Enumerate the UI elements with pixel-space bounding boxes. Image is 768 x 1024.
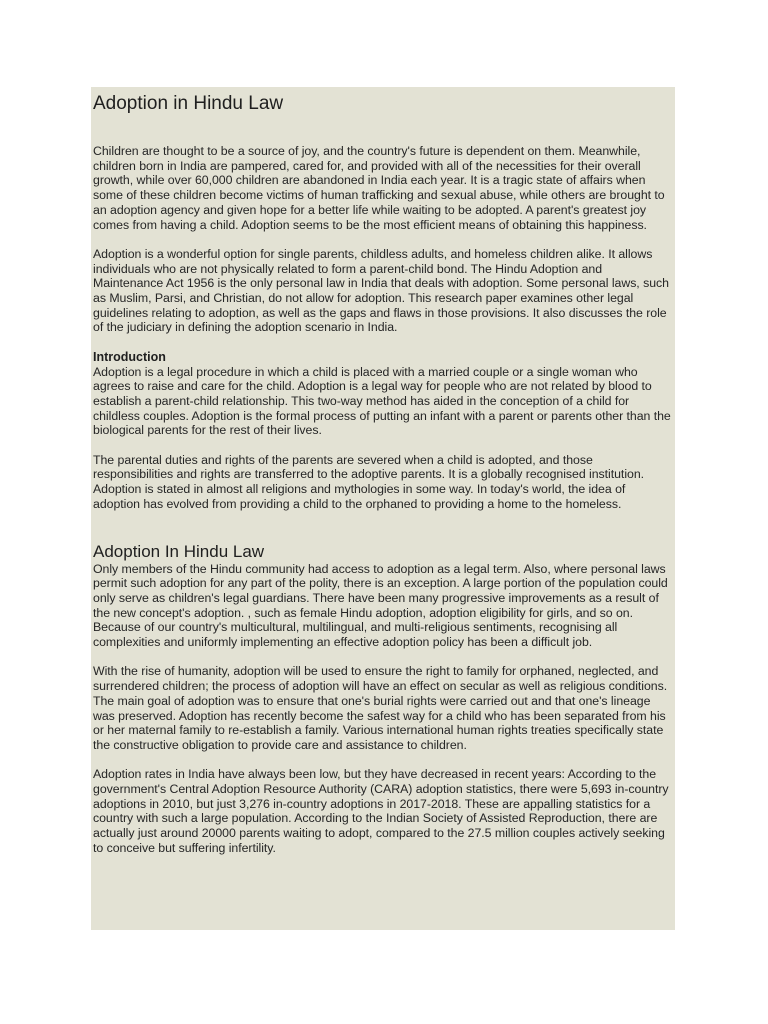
intro-paragraph: Adoption is a wonderful option for single parents, childless adults, and homeless children alike. It allows individuals who are not physically related to form a parent-child bond. The Hindu Adoption and Maintenance Act 1956 is the only personal law in India that deals with adoption. Some personal laws, such as Muslim, Parsi, and Christian, do not allow for adoption. This research paper examines other legal guidelines relating to adoption, as well as the gaps and flaws in those provisions. It also discusses the role of the judiciary in defining the adoption scenario in India. xyxy=(93,246,669,335)
introduction-paragraph: The parental duties and rights of the parents are severed when a child is adopted, and those responsibilities and rights are transferred to the adoptive parents. It is a globally recognised institution. Adoption is stated in almost all religions and mythologies in some way. In today's world, the idea of adoption has evolved from providing a child to the orphaned to providing a home to the homeless. xyxy=(93,452,645,511)
document-title: Adoption in Hindu Law xyxy=(93,93,284,114)
hindu-law-paragraph: Only members of the Hindu community had access to adoption as a legal term. Also, where personal laws permit such adoption for any part of the polity, there is an exception. A large portion of the population could only serve as children's legal guardians. There have been many progressive improvements as a result of the new concept's adoption. , such as female Hindu adoption, adoption eligibility for girls, and so on. Because of our country's multicultural, multilingual, and multi-religious sentiments, recognising all complexities and uniformly implementing an effective adoption policy has been a difficult job. xyxy=(93,561,668,650)
intro-paragraph: Children are thought to be a source of joy, and the country's future is dependent on them. Meanwhile, children born in India are pampered, cared for, and provided with all of the necessities for their overall growth, while over 60,000 children are abandoned in India each year. It is a tragic state of affairs when some of these children become victims of human trafficking and sexual abuse, while others are brought to an adoption agency and given hope for a better life while waiting to be adopted. A parent's greatest joy comes from having a child. Adoption seems to be the most efficient means of obtaining this happiness. xyxy=(93,144,665,232)
document-page xyxy=(91,87,675,930)
hindu-law-heading: Adoption In Hindu Law xyxy=(93,541,265,561)
introduction-heading: Introduction xyxy=(93,349,166,364)
hindu-law-paragraph: Adoption rates in India have always been low, but they have decreased in recent years: According to the government's Central Adoption Resource Authority (CARA) adoption statistics, there were 5,693 in-country adoptions in 2010, but just 3,276 in-country adoptions in 2017-2018. These are appalling statistics for a country with such a large population. According to the Indian Society of Assisted Reproduction, there are actually just around 20000 parents waiting to adopt, compared to the 27.5 million couples actively seeking to conceive but suffering infertility. xyxy=(93,767,669,855)
hindu-law-paragraph: With the rise of humanity, adoption will be used to ensure the right to family for orphaned, neglected, and surrendered children; the process of adoption will have an effect on secular as well as religious conditions. The main goal of adoption was to ensure that one's burial rights were carried out and that one's lineage was preserved. Adoption has recently become the safest way for a child who has been separated from his or her maternal family to re-establish a family. Various international human rights treaties specifically state the constructive obligation to provide care and assistance to children. xyxy=(93,664,668,752)
introduction-paragraph: Adoption is a legal procedure in which a child is placed with a married couple or a single woman who agrees to raise and care for the child. Adoption is a legal way for people who are not related by blood to establish a parent-child relationship. This two-way method has aided in the conception of a child for childless couples. Adoption is the formal process of putting an infant with a parent or parents other than the biological parents for the rest of their lives. xyxy=(93,364,671,438)
